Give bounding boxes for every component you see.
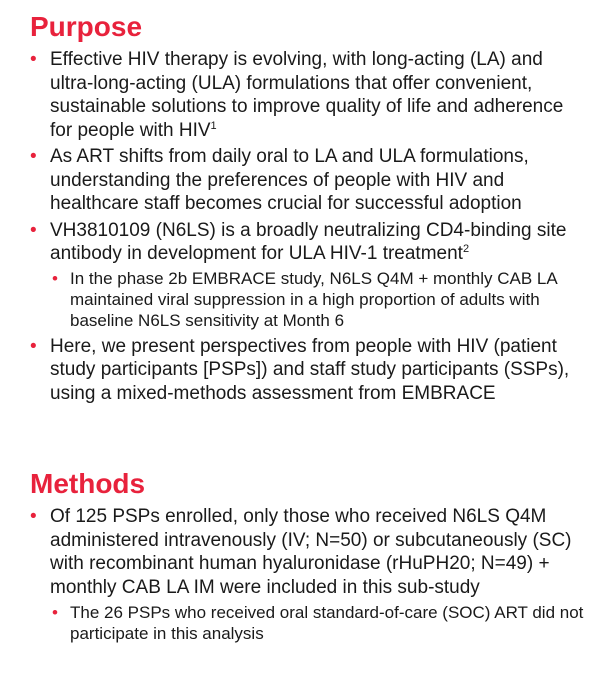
reference-superscript: 2 — [462, 243, 470, 255]
methods-heading: Methods — [30, 468, 146, 499]
bullet-marker: • — [52, 268, 58, 288]
bullet-text: Of 125 PSPs enrolled, only those who received N6LS Q4M administered intravenously (IV; N=50) or subcutaneously (SC) with recombinant human hyaluronidase (rHuPH20; N=49) + monthly CAB LA IM were included in this sub-study — [50, 506, 572, 598]
sub-bullet-text: In the phase 2b EMBRACE study, N6LS Q4M + monthly CAB LA maintained viral suppression in a high proportion of adults with baseline N6LS sensitivity at Month 6 — [70, 268, 557, 330]
methods-bullet-list — [0, 505, 606, 644]
methods-sub-bullet-1 — [0, 602, 606, 644]
sub-bullet-text: The 26 PSPs who received oral standard-of-care (SOC) ART did not participate in this analysis — [70, 603, 584, 643]
bullet-marker: • — [30, 146, 37, 167]
bullet-text: VH3810109 (N6LS) is a broadly neutralizing CD4-binding site antibody in development for ULA HIV-1 treatment — [50, 219, 567, 264]
bullet-marker: • — [30, 219, 37, 241]
bullet-text: Effective HIV therapy is evolving, with long-acting (LA) and ultra-long-acting (ULA) formulations that offer convenient, sustainable solutions to improve quality of life and adherence for people with HIV — [50, 49, 564, 141]
purpose-sub-bullet-1 — [0, 268, 606, 331]
purpose-heading: Purpose — [30, 11, 143, 42]
bullet-marker: • — [30, 335, 37, 357]
purpose-bullet-list — [0, 48, 606, 405]
bullet-marker: • — [52, 603, 58, 622]
purpose-bullet-2 — [0, 145, 606, 216]
methods-bullet-1 — [0, 505, 606, 599]
purpose-bullet-4 — [0, 335, 606, 406]
bullet-marker: • — [30, 506, 37, 527]
purpose-bullet-1 — [0, 48, 606, 142]
purpose-bullet-3 — [0, 219, 606, 266]
bullet-text: As ART shifts from daily oral to LA and ULA formulations, understanding the preferences of people with HIV and healthcare staff becomes crucial for successful adoption — [50, 146, 529, 214]
bullet-marker: • — [30, 49, 37, 70]
bullet-text: Here, we present perspectives from people with HIV (patient study participants [PSPs]) and staff study participants (SSPs), using a mixed-methods assessment from EMBRACE — [50, 335, 570, 404]
reference-superscript: 1 — [210, 119, 217, 132]
